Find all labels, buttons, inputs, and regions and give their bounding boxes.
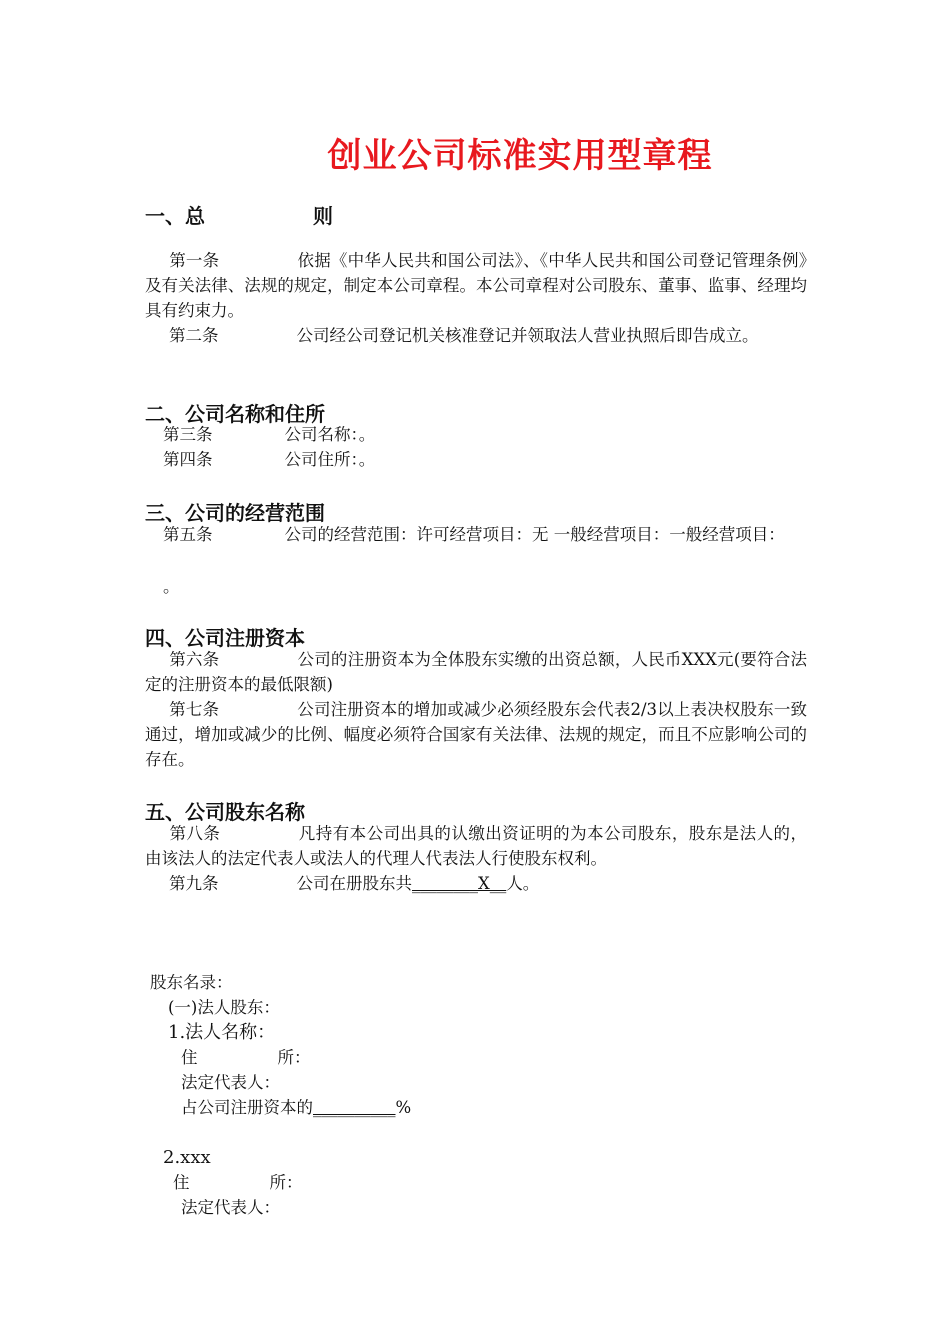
section-1-heading-part2: 则 bbox=[313, 204, 333, 228]
article-4 bbox=[163, 447, 375, 472]
share-post: % bbox=[395, 1098, 412, 1117]
document-title: 创业公司标准实用型章程 bbox=[327, 136, 713, 176]
roster-item-1-share bbox=[181, 1095, 411, 1120]
roster-item-2-address bbox=[173, 1170, 303, 1195]
roster-item-1-address bbox=[181, 1045, 311, 1070]
article-5-label: 第五条 bbox=[163, 525, 213, 544]
article-1-text: 依据《中华人民共和国公司法》、《中华人民共和国公司登记管理条例》及有关法律、法规的规定，制定本公司章程。本公司章程对公司股东、董事、监事、经理均具有约束力。 bbox=[145, 251, 808, 320]
article-3-text: 公司名称：。 bbox=[284, 425, 376, 444]
shareholder-count-blank: ________X__ bbox=[412, 874, 507, 893]
article-8-text: 凡持有本公司出具的认缴出资证明的为本公司股东，股东是法人的，由该法人的法定代表人或法人的代理人代表法人行使股东权利。 bbox=[145, 824, 808, 868]
roster-title: 股东名录： bbox=[150, 973, 233, 992]
article-8-label: 第八条 bbox=[169, 824, 221, 843]
share-blank: __________ bbox=[313, 1098, 396, 1117]
article-3 bbox=[163, 422, 375, 447]
address-label-a: 住 bbox=[181, 1048, 198, 1067]
article-7 bbox=[145, 697, 807, 772]
roster-item-1-representative: 法定代表人： bbox=[181, 1073, 280, 1092]
section-4-heading: 四、公司注册资本 bbox=[145, 626, 305, 650]
share-pre: 占公司注册资本的 bbox=[181, 1098, 313, 1117]
article-1 bbox=[145, 248, 807, 323]
article-6-text: 公司的注册资本为全体股东实缴的出资总额，人民币XXX元(要符合法定的注册资本的最低限额) bbox=[145, 650, 808, 694]
article-3-label: 第三条 bbox=[163, 425, 213, 444]
article-2 bbox=[145, 323, 807, 348]
article-9-post: 人。 bbox=[506, 874, 540, 893]
address-label-b: 所： bbox=[277, 1048, 311, 1067]
section-1-heading bbox=[145, 200, 333, 229]
article-5-tail: 。 bbox=[163, 577, 180, 596]
article-1-label: 第一条 bbox=[169, 251, 220, 270]
article-2-label: 第二条 bbox=[169, 326, 219, 345]
section-5-heading: 五、公司股东名称 bbox=[145, 800, 305, 824]
roster-item-2-representative: 法定代表人： bbox=[181, 1198, 280, 1217]
article-7-label: 第七条 bbox=[169, 700, 220, 719]
article-4-text: 公司住所：。 bbox=[284, 450, 376, 469]
section-1-heading-part1: 一、总 bbox=[145, 204, 205, 228]
article-9 bbox=[145, 871, 539, 896]
roster-legal-shareholders: (一)法人股东： bbox=[168, 998, 280, 1017]
article-9-pre: 公司在册股东共 bbox=[296, 874, 412, 893]
address2-label-b: 所： bbox=[269, 1173, 303, 1192]
article-5-text: 公司的经营范围：许可经营项目：无 一般经营项目：一般经营项目： bbox=[284, 525, 785, 544]
article-2-text: 公司经公司登记机关核准登记并领取法人营业执照后即告成立。 bbox=[296, 326, 759, 345]
article-7-text: 公司注册资本的增加或减少必须经股东会代表2/3以上表决权股东一致通过，增加或减少的比例、幅度必须符合国家有关法律、法规的规定，而且不应影响公司的存在。 bbox=[145, 700, 807, 769]
roster-item-2-name: 2.xxx bbox=[163, 1147, 211, 1168]
article-6-label: 第六条 bbox=[169, 650, 220, 669]
section-2-heading: 二、公司名称和住所 bbox=[145, 402, 325, 426]
article-9-label: 第九条 bbox=[169, 874, 219, 893]
article-4-label: 第四条 bbox=[163, 450, 213, 469]
section-3-heading: 三、公司的经营范围 bbox=[145, 501, 325, 525]
article-8 bbox=[145, 821, 807, 871]
address2-label-a: 住 bbox=[173, 1173, 190, 1192]
article-6 bbox=[145, 647, 807, 697]
roster-item-1-name: 1.法人名称： bbox=[168, 1022, 276, 1043]
article-5 bbox=[145, 522, 807, 547]
